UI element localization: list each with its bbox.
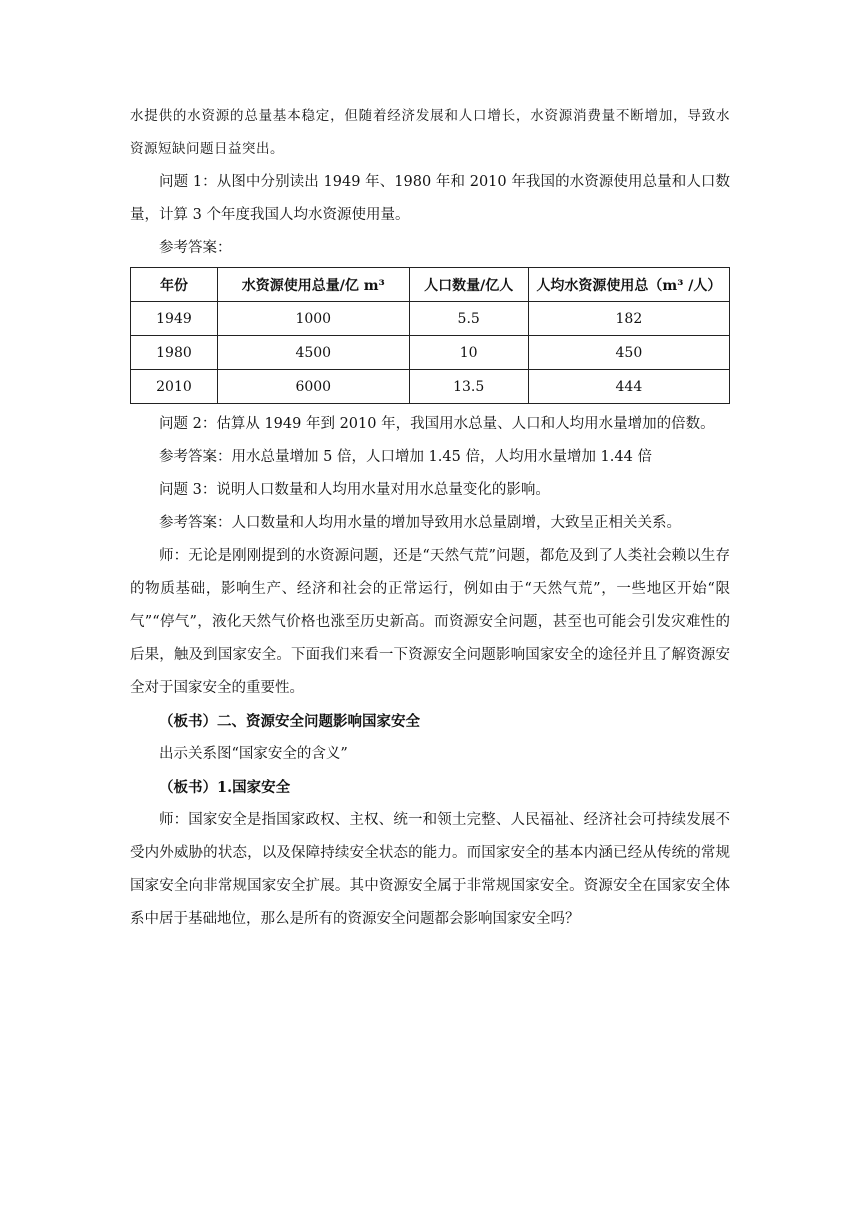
table-row [131, 370, 730, 404]
question-1: 问题 1：从图中分别读出 1949 年、1980 年和 2010 年我国的水资源使用总量和人口数量，计算 3 个年度我国人均水资源使用量。 [130, 174, 730, 223]
document-page [130, 100, 730, 936]
answer-3: 参考答案：人口数量和人均用水量的增加导致用水总量剧增，大致呈正相关关系。 [159, 515, 681, 531]
header-year: 年份 [131, 268, 218, 302]
answer-2: 参考答案：用水总量增加 5 倍，人口增加 1.45 倍，人均用水量增加 1.44 倍 [159, 449, 652, 465]
table-cell: 444 [528, 370, 729, 404]
table-cell: 10 [409, 336, 528, 370]
teacher-paragraph-2: 师：国家安全是指国家政权、主权、统一和领土完整、人民福祉、经济社会可持续发展不受内外威胁的状态，以及保障持续安全状态的能力。而国家安全的基本内涵已经从传统的常规国家安全向非常规国家安全扩展。其中资源安全属于非常规国家安全。资源安全在国家安全体系中居于基础地位，那么是所有的资源安全问题都会影响国家安全吗？ [130, 812, 730, 927]
header-per-capita: 人均水资源使用总（m³ /人） [528, 268, 729, 302]
water-usage-table [130, 267, 730, 404]
table-header-row [131, 268, 730, 302]
table-cell: 1000 [217, 302, 409, 336]
question-3: 问题 3：说明人口数量和人均用水量对用水总量变化的影响。 [159, 482, 550, 498]
reference-answer-label: 参考答案： [159, 240, 232, 256]
table-row [131, 336, 730, 370]
question-2: 问题 2：估算从 1949 年到 2010 年，我国用水总量、人口和人均用水量增加的倍数。 [159, 416, 715, 432]
table-cell: 1980 [131, 336, 218, 370]
paragraph-continuation: 水提供的水资源的总量基本稳定，但随着经济发展和人口增长，水资源消费量不断增加，导致水资源短缺问题日益突出。 [130, 108, 730, 157]
table-cell: 5.5 [409, 302, 528, 336]
teacher-paragraph-1: 师：无论是刚刚提到的水资源问题，还是“天然气荒”问题，都危及到了人类社会赖以生存的物质基础，影响生产、经济和社会的正常运行，例如由于“天然气荒”，一些地区开始“限气”“停气”，液化天然气价格也涨至历史新高。而资源安全问题，甚至也可能会引发灾难性的后果，触及到国家安全。下面我们来看一下资源安全问题影响国家安全的途径并且了解资源安全对于国家安全的重要性。 [130, 548, 730, 696]
table-row [131, 302, 730, 336]
table-cell: 6000 [217, 370, 409, 404]
header-total-water: 水资源使用总量/亿 m³ [217, 268, 409, 302]
section-heading: （板书）二、资源安全问题影响国家安全 [159, 713, 420, 730]
table-cell: 4500 [217, 336, 409, 370]
show-diagram-paragraph: 出示关系图“国家安全的含义” [159, 746, 348, 762]
table-cell: 1949 [131, 302, 218, 336]
table-cell: 182 [528, 302, 729, 336]
subsection-heading: （板书）1.国家安全 [159, 779, 291, 796]
table-cell: 2010 [131, 370, 218, 404]
table-cell: 450 [528, 336, 729, 370]
header-population: 人口数量/亿人 [409, 268, 528, 302]
table-cell: 13.5 [409, 370, 528, 404]
